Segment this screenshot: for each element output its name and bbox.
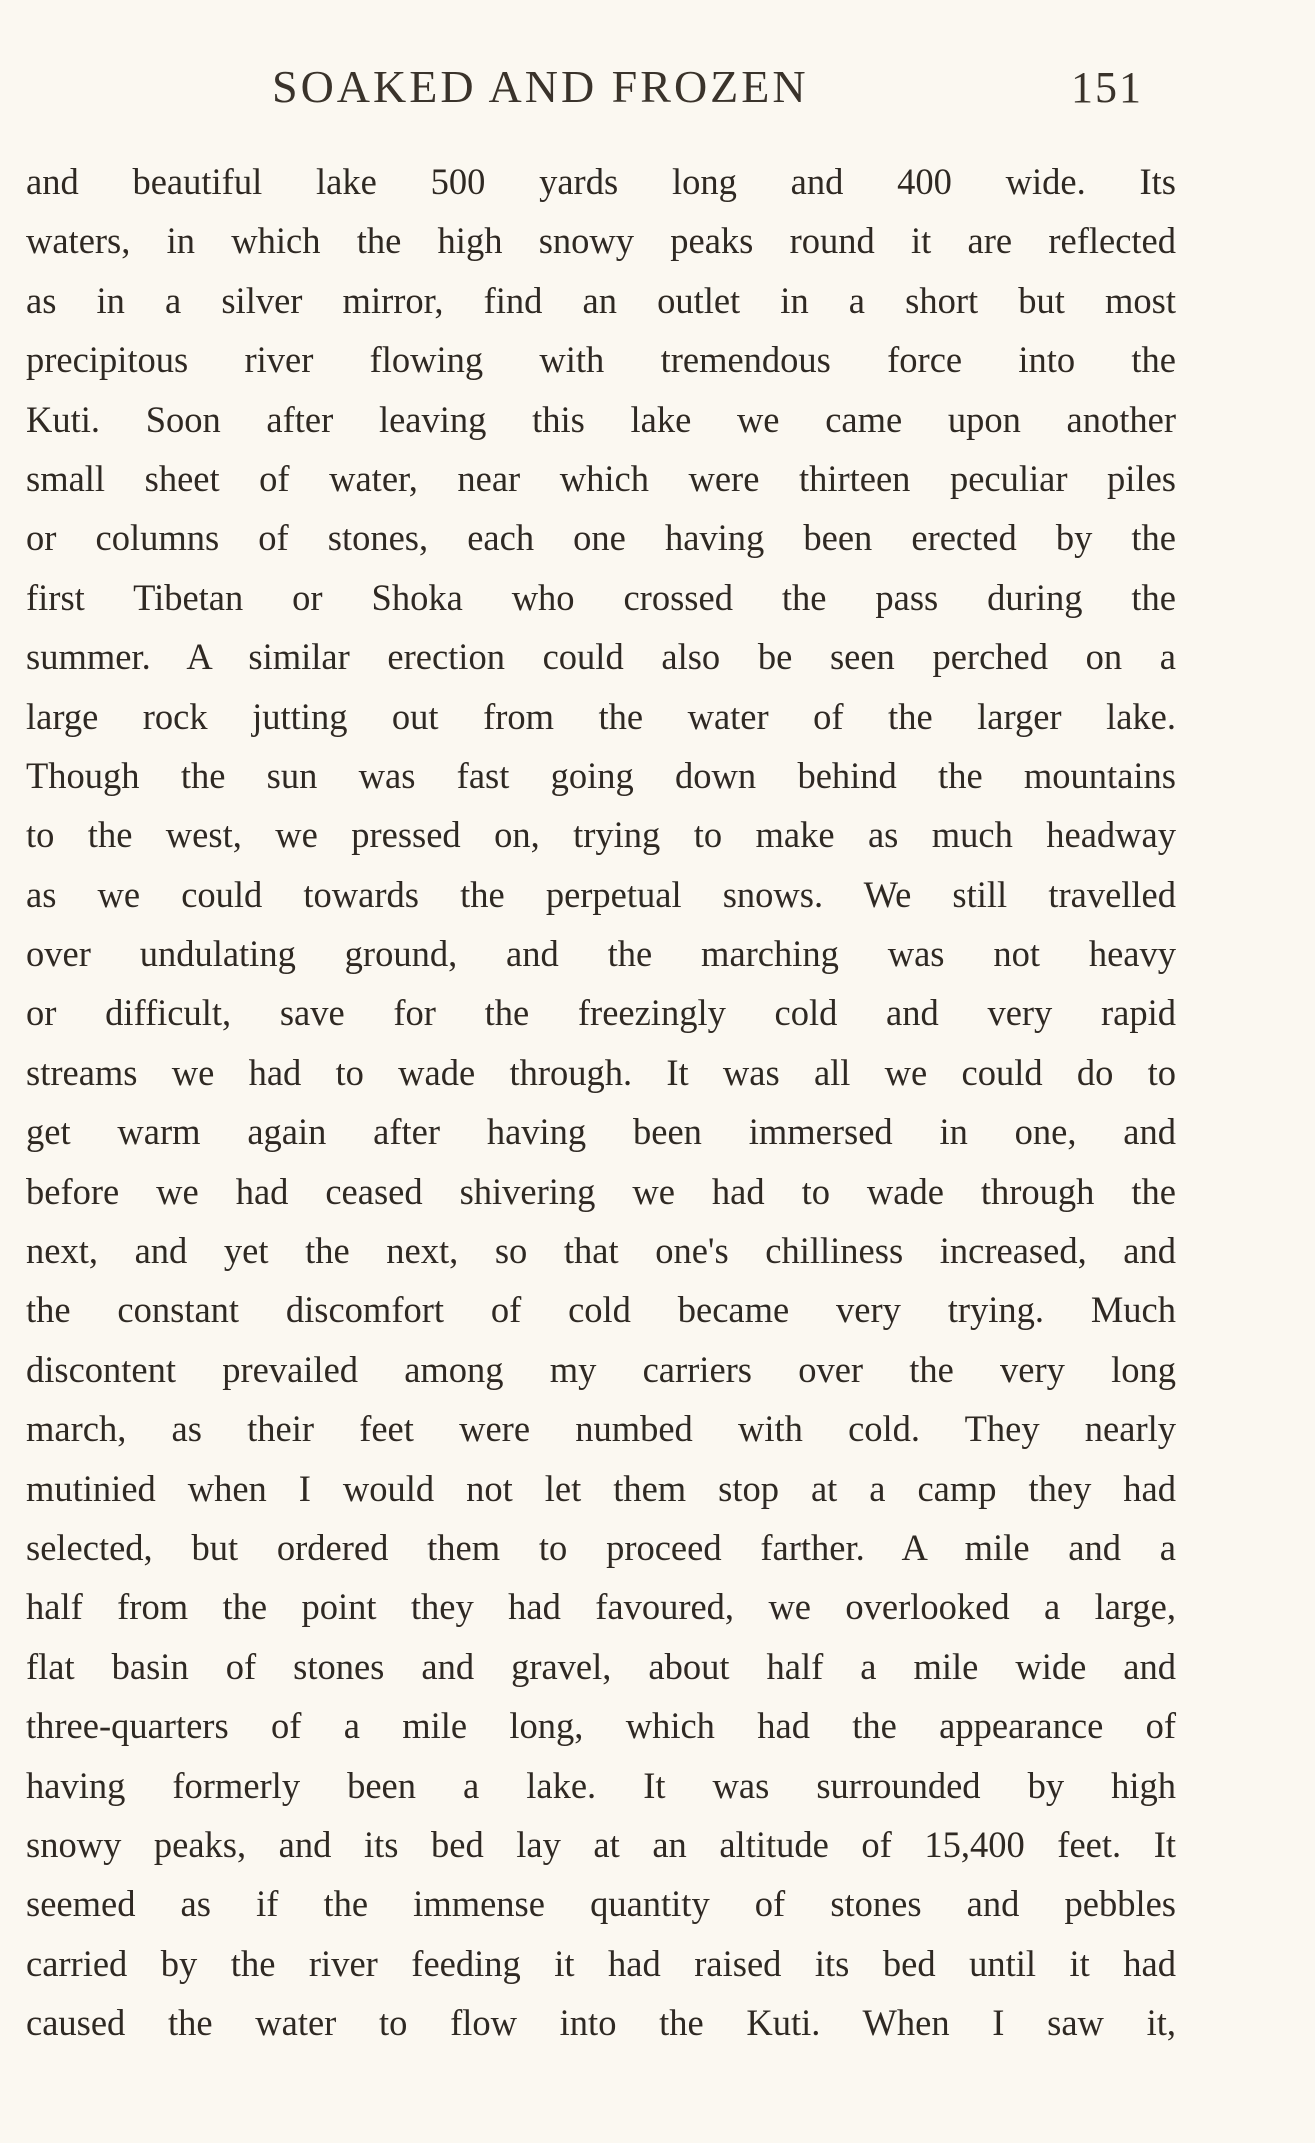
- running-title: SOAKED AND FROZEN: [272, 61, 809, 112]
- text-line: get warm again after having been immersed in one, and: [26, 1111, 1176, 1153]
- text-line: precipitous river flowing with tremendous force into the: [26, 339, 1176, 381]
- text-line: small sheet of water, near which were thirteen peculiar piles: [26, 457, 1176, 499]
- text-line: next, and yet the next, so that one's chilliness increased, and: [26, 1230, 1176, 1272]
- text-line: streams we had to wade through. It was all we could do to: [26, 1051, 1176, 1093]
- text-line: half from the point they had favoured, we overlooked a large,: [26, 1586, 1176, 1628]
- page-number: 151: [1071, 63, 1143, 112]
- text-line: and beautiful lake 500 yards long and 400 wide. Its: [26, 161, 1176, 202]
- text-line: or difficult, save for the freezingly cold and very rapid: [26, 992, 1176, 1034]
- text-line: as in a silver mirror, find an outlet in a short but most: [26, 279, 1176, 321]
- book-page: [26, 0, 1176, 2143]
- text-line: discontent prevailed among my carriers over the very long: [26, 1348, 1176, 1390]
- text-line: Kuti. Soon after leaving this lake we came upon another: [26, 398, 1176, 440]
- text-line: having formerly been a lake. It was surrounded by high: [26, 1764, 1176, 1806]
- running-head: [26, 60, 1176, 120]
- text-line: seemed as if the immense quantity of stones and pebbles: [26, 1883, 1176, 1925]
- body-text: [26, 152, 1176, 2053]
- text-line: flat basin of stones and gravel, about half a mile wide and: [26, 1645, 1176, 1687]
- text-line: march, as their feet were numbed with cold. They nearly: [26, 1408, 1176, 1450]
- text-line: over undulating ground, and the marching was not heavy: [26, 933, 1176, 975]
- text-line: waters, in which the high snowy peaks round it are reflected: [26, 220, 1176, 262]
- text-line: to the west, we pressed on, trying to make as much headway: [26, 814, 1176, 856]
- text-line: first Tibetan or Shoka who crossed the pass during the: [26, 576, 1176, 618]
- text-line: before we had ceased shivering we had to wade through the: [26, 1170, 1176, 1212]
- text-line: the constant discomfort of cold became very trying. Much: [26, 1289, 1176, 1331]
- text-line: summer. A similar erection could also be seen perched on a: [26, 636, 1176, 678]
- text-line: mutinied when I would not let them stop at a camp they had: [26, 1467, 1176, 1509]
- text-line: caused the water to flow into the Kuti. When I saw it,: [26, 2002, 1176, 2044]
- text-line: carried by the river feeding it had raised its bed until it had: [26, 1942, 1176, 1984]
- text-line: large rock jutting out from the water of the larger lake.: [26, 695, 1176, 737]
- text-line: or columns of stones, each one having been erected by the: [26, 517, 1176, 559]
- text-line: snowy peaks, and its bed lay at an altitude of 15,400 feet. It: [26, 1823, 1176, 1865]
- text-line: as we could towards the perpetual snows. We still travelled: [26, 873, 1176, 915]
- text-line: Though the sun was fast going down behind the mountains: [26, 754, 1176, 796]
- text-line: three-quarters of a mile long, which had the appearance of: [26, 1705, 1176, 1747]
- text-line: selected, but ordered them to proceed farther. A mile and a: [26, 1526, 1176, 1568]
